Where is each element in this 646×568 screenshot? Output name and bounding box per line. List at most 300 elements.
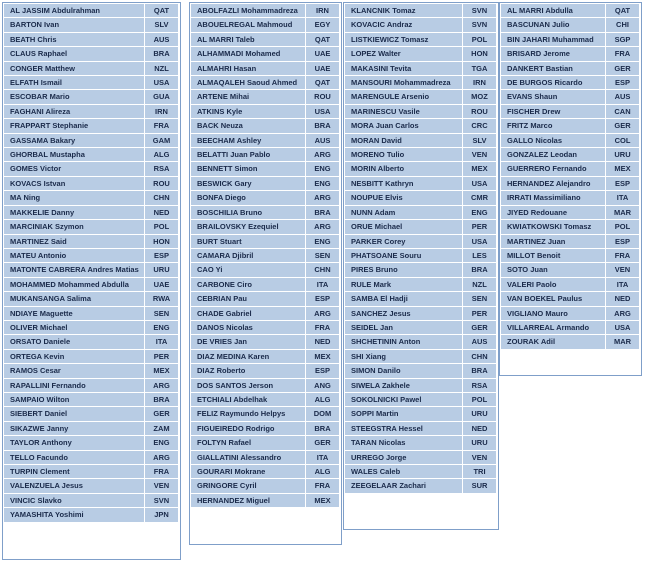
referee-name: ORTEGA Kevin (4, 349, 145, 363)
referee-name: MATEU Antonio (4, 248, 145, 262)
country-code: LES (463, 248, 497, 262)
country-code: QAT (145, 4, 179, 18)
referee-name: MORA Juan Carlos (345, 119, 463, 133)
referee-row (191, 306, 340, 320)
country-code: GUA (145, 90, 179, 104)
referee-name: YAMASHITA Yoshimi (4, 508, 145, 522)
referee-name: SOTO Juan (501, 263, 606, 277)
referee-name: NESBITT Kathryn (345, 176, 463, 190)
country-code: MEX (306, 493, 340, 507)
referee-name: ORUE Michael (345, 220, 463, 234)
referee-name: SIMON Danilo (345, 364, 463, 378)
referee-row (4, 220, 179, 234)
referee-row (345, 4, 497, 18)
referee-row (4, 421, 179, 435)
referee-name: GUERRERO Fernando (501, 162, 606, 176)
referee-name: PARKER Corey (345, 234, 463, 248)
referee-name: MAKKELIE Danny (4, 205, 145, 219)
referee-row (501, 18, 640, 32)
country-code: ITA (306, 277, 340, 291)
referee-name: MA Ning (4, 191, 145, 205)
referee-row (4, 493, 179, 507)
country-code: USA (463, 234, 497, 248)
country-code: USA (145, 76, 179, 90)
referee-name: BRISARD Jerome (501, 47, 606, 61)
country-code: UAE (145, 277, 179, 291)
country-code: ROU (463, 104, 497, 118)
referee-name: BELATTI Juan Pablo (191, 148, 306, 162)
referee-name: DIAZ MEDINA Karen (191, 349, 306, 363)
country-code: USA (306, 104, 340, 118)
referee-row (191, 378, 340, 392)
country-code: VEN (606, 263, 640, 277)
country-code: CRC (463, 119, 497, 133)
country-code: JPN (145, 508, 179, 522)
country-code: SLV (463, 133, 497, 147)
referee-row (4, 76, 179, 90)
referee-name: BARTON Ivan (4, 18, 145, 32)
referee-row (4, 277, 179, 291)
country-code: HON (145, 234, 179, 248)
referee-name: FRAPPART Stephanie (4, 119, 145, 133)
referee-row (501, 47, 640, 61)
country-code: ARG (606, 306, 640, 320)
referee-name: MARTINEZ Said (4, 234, 145, 248)
referee-name: CONGER Matthew (4, 61, 145, 75)
referee-name: SHCHETININ Anton (345, 335, 463, 349)
referee-row (191, 220, 340, 234)
referee-row (501, 32, 640, 46)
referee-row (191, 133, 340, 147)
country-code: POL (145, 220, 179, 234)
referee-name: CAMARA Djibril (191, 248, 306, 262)
referee-row (4, 162, 179, 176)
referee-name: MARINESCU Vasile (345, 104, 463, 118)
country-code: AUS (145, 32, 179, 46)
referee-row (345, 32, 497, 46)
referee-name: GIALLATINI Alessandro (191, 450, 306, 464)
referee-row (345, 148, 497, 162)
referee-row (4, 4, 179, 18)
referee-row (191, 421, 340, 435)
referee-name: GHORBAL Mustapha (4, 148, 145, 162)
referee-name: ABOUELREGAL Mahmoud (191, 18, 306, 32)
referee-row (345, 162, 497, 176)
country-code: CAN (606, 104, 640, 118)
country-code: URU (145, 263, 179, 277)
referee-row (345, 248, 497, 262)
referee-row (4, 378, 179, 392)
referee-name: WALES Caleb (345, 465, 463, 479)
referee-name: SOKOLNICKI Pawel (345, 392, 463, 406)
referee-row (501, 104, 640, 118)
referee-name: MORIN Alberto (345, 162, 463, 176)
referee-name: SANCHEZ Jesus (345, 306, 463, 320)
referee-name: ALMAQALEH Saoud Ahmed (191, 76, 306, 90)
referee-name: MARENGULE Arsenio (345, 90, 463, 104)
referee-row (345, 263, 497, 277)
referee-name: VIGLIANO Mauro (501, 306, 606, 320)
referee-name: LISTKIEWICZ Tomasz (345, 32, 463, 46)
country-code: ENG (306, 234, 340, 248)
referee-name: BIN JAHARI Muhammad (501, 32, 606, 46)
referee-name: FOLTYN Rafael (191, 436, 306, 450)
referee-row (501, 191, 640, 205)
referee-row (191, 349, 340, 363)
referee-row (4, 306, 179, 320)
referee-row (501, 335, 640, 349)
country-code: AUS (606, 90, 640, 104)
referee-row (191, 465, 340, 479)
referee-name: KLANCNIK Tomaz (345, 4, 463, 18)
country-code: NZL (145, 61, 179, 75)
country-code: ANG (306, 378, 340, 392)
referee-row (501, 205, 640, 219)
referee-row (4, 450, 179, 464)
referee-name: BOSCHILIA Bruno (191, 205, 306, 219)
referee-name: GOURARI Mokrane (191, 465, 306, 479)
country-code: SUR (463, 479, 497, 493)
referee-name: LOPEZ Walter (345, 47, 463, 61)
country-code: IRN (145, 104, 179, 118)
referee-row (345, 306, 497, 320)
country-code: SVN (463, 18, 497, 32)
country-code: MAR (606, 335, 640, 349)
referee-name: MAKASINI Tevita (345, 61, 463, 75)
country-code: ESP (306, 292, 340, 306)
referee-name: MATONTE CABRERA Andres Matias (4, 263, 145, 277)
referee-row (501, 176, 640, 190)
country-code: NED (463, 421, 497, 435)
referee-name: VALERI Paolo (501, 277, 606, 291)
country-code: PER (463, 306, 497, 320)
referee-name: MORENO Tulio (345, 148, 463, 162)
country-code: PER (145, 349, 179, 363)
country-code: BRA (463, 263, 497, 277)
referee-name: RAMOS Cesar (4, 364, 145, 378)
referee-row (501, 292, 640, 306)
referee-name: TARAN Nicolas (345, 436, 463, 450)
country-code: MAR (606, 205, 640, 219)
referee-row (4, 364, 179, 378)
referee-name: PHATSOANE Souru (345, 248, 463, 262)
referee-row (4, 392, 179, 406)
referee-row (191, 90, 340, 104)
country-code: USA (606, 320, 640, 334)
referee-name: ARTENE Mihai (191, 90, 306, 104)
country-code: ESP (606, 76, 640, 90)
referee-row (191, 277, 340, 291)
referee-column-2 (190, 3, 340, 508)
referee-name: OLIVER Michael (4, 320, 145, 334)
referee-row (501, 119, 640, 133)
country-code: ALG (306, 465, 340, 479)
country-code: SEN (463, 292, 497, 306)
referee-name: MILLOT Benoit (501, 248, 606, 262)
country-code: ITA (306, 450, 340, 464)
referee-row (191, 436, 340, 450)
referee-name: SAMBA El Hadji (345, 292, 463, 306)
referee-name: DOS SANTOS Jerson (191, 378, 306, 392)
country-code: ESP (606, 234, 640, 248)
referee-row (501, 133, 640, 147)
country-code: GER (606, 119, 640, 133)
country-code: ROU (145, 176, 179, 190)
country-code: ALG (145, 148, 179, 162)
referee-name: CARBONE Ciro (191, 277, 306, 291)
referee-row (4, 61, 179, 75)
referee-row (4, 90, 179, 104)
referee-row (4, 119, 179, 133)
referee-row (501, 4, 640, 18)
referee-name: TURPIN Clement (4, 465, 145, 479)
referee-name: NOUPUE Elvis (345, 191, 463, 205)
country-code: MEX (145, 364, 179, 378)
referee-row (191, 248, 340, 262)
referee-row (191, 162, 340, 176)
referee-row (4, 292, 179, 306)
country-code: EGY (306, 18, 340, 32)
referee-name: BASCUNAN Julio (501, 18, 606, 32)
referee-row (501, 90, 640, 104)
referee-name: DANKERT Bastian (501, 61, 606, 75)
referee-row (191, 335, 340, 349)
referee-name: MARTINEZ Juan (501, 234, 606, 248)
country-code: URU (463, 407, 497, 421)
country-code: IRN (463, 76, 497, 90)
referee-row (345, 450, 497, 464)
country-code: RSA (145, 162, 179, 176)
referee-row (345, 234, 497, 248)
referee-row (191, 479, 340, 493)
referee-column-3 (344, 3, 497, 494)
referee-name: BRAILOVSKY Ezequiel (191, 220, 306, 234)
referee-row (4, 407, 179, 421)
referee-name: DE VRIES Jan (191, 335, 306, 349)
referee-name: GOMES Victor (4, 162, 145, 176)
referee-row (4, 32, 179, 46)
country-code: SEN (306, 248, 340, 262)
country-code: NZL (463, 277, 497, 291)
referee-row (345, 47, 497, 61)
country-code: ARG (306, 306, 340, 320)
country-code: FRA (306, 320, 340, 334)
referee-name: FIGUEIREDO Rodrigo (191, 421, 306, 435)
referee-row (4, 508, 179, 522)
referee-row (501, 76, 640, 90)
referee-name: FRITZ Marco (501, 119, 606, 133)
referee-name: MARCINIAK Szymon (4, 220, 145, 234)
referee-name: KWIATKOWSKI Tomasz (501, 220, 606, 234)
country-code: NED (606, 292, 640, 306)
referee-row (191, 450, 340, 464)
referee-name: MORAN David (345, 133, 463, 147)
country-code: BRA (306, 205, 340, 219)
referee-name: VINCIC Slavko (4, 493, 145, 507)
country-code: FRA (606, 47, 640, 61)
referee-row (345, 465, 497, 479)
country-code: DOM (306, 407, 340, 421)
country-code: ITA (145, 335, 179, 349)
referee-row (345, 392, 497, 406)
referee-name: DANOS Nicolas (191, 320, 306, 334)
referee-name: PIRES Bruno (345, 263, 463, 277)
referee-name: TAYLOR Anthony (4, 436, 145, 450)
country-code: HON (463, 47, 497, 61)
referee-row (4, 479, 179, 493)
country-code: SVN (463, 4, 497, 18)
referee-name: HERNANDEZ Miguel (191, 493, 306, 507)
referee-row (4, 263, 179, 277)
referee-name: BESWICK Gary (191, 176, 306, 190)
referee-row (191, 4, 340, 18)
country-code: ARG (145, 378, 179, 392)
referee-row (191, 205, 340, 219)
referee-row (4, 47, 179, 61)
country-code: CHI (606, 18, 640, 32)
referee-row (501, 320, 640, 334)
referee-name: DE BURGOS Ricardo (501, 76, 606, 90)
referee-name: EVANS Shaun (501, 90, 606, 104)
country-code: BRA (306, 119, 340, 133)
country-code: ESP (306, 364, 340, 378)
referee-row (345, 277, 497, 291)
referee-row (345, 349, 497, 363)
referee-name: BEATH Chris (4, 32, 145, 46)
referee-row (4, 148, 179, 162)
referee-row (501, 220, 640, 234)
country-code: MEX (306, 349, 340, 363)
country-code: FRA (145, 465, 179, 479)
referee-row (191, 61, 340, 75)
referee-name: VAN BOEKEL Paulus (501, 292, 606, 306)
country-code: SEN (145, 306, 179, 320)
country-code: URU (606, 148, 640, 162)
referee-name: GONZALEZ Leodan (501, 148, 606, 162)
referee-name: KOVACIC Andraz (345, 18, 463, 32)
referee-row (191, 18, 340, 32)
country-code: ZAM (145, 421, 179, 435)
referee-name: ESCOBAR Mario (4, 90, 145, 104)
country-code: BRA (306, 421, 340, 435)
country-code: VEN (463, 450, 497, 464)
referee-row (4, 176, 179, 190)
country-code: BRA (145, 392, 179, 406)
referee-name: VALENZUELA Jesus (4, 479, 145, 493)
country-code: GAM (145, 133, 179, 147)
country-code: TGA (463, 61, 497, 75)
referee-row (345, 61, 497, 75)
country-code: IRN (306, 4, 340, 18)
country-code: CHN (463, 349, 497, 363)
country-code: ITA (606, 191, 640, 205)
referee-row (4, 234, 179, 248)
referee-row (345, 292, 497, 306)
referee-row (501, 61, 640, 75)
referee-row (191, 191, 340, 205)
referee-row (191, 292, 340, 306)
referee-row (4, 191, 179, 205)
country-code: ARG (306, 148, 340, 162)
country-code: RSA (463, 378, 497, 392)
country-code: AUS (463, 335, 497, 349)
referee-name: NDIAYE Maguette (4, 306, 145, 320)
referee-name: SIKAZWE Janny (4, 421, 145, 435)
country-code: BRA (145, 47, 179, 61)
country-code: CHN (306, 263, 340, 277)
referee-name: ABOLFAZLI Mohammadreza (191, 4, 306, 18)
referee-name: BONFA Diego (191, 191, 306, 205)
country-code: ARG (306, 191, 340, 205)
referee-row (4, 104, 179, 118)
referee-name: AL MARRI Taleb (191, 32, 306, 46)
referee-name: MUKANSANGA Salima (4, 292, 145, 306)
referee-row (345, 220, 497, 234)
country-code: POL (606, 220, 640, 234)
country-code: QAT (306, 76, 340, 90)
referee-name: ALHAMMADI Mohamed (191, 47, 306, 61)
referee-name: CHADE Gabriel (191, 306, 306, 320)
referee-row (4, 248, 179, 262)
country-code: TRI (463, 465, 497, 479)
referee-name: SHI Xiang (345, 349, 463, 363)
referee-name: SOPPI Martin (345, 407, 463, 421)
referee-row (4, 205, 179, 219)
country-code: POL (463, 392, 497, 406)
referee-name: JIYED Redouane (501, 205, 606, 219)
referee-row (501, 162, 640, 176)
referee-row (345, 104, 497, 118)
country-code: SVN (145, 493, 179, 507)
country-code: GER (145, 407, 179, 421)
country-code: ROU (306, 90, 340, 104)
country-code: VEN (463, 148, 497, 162)
country-code: SGP (606, 32, 640, 46)
country-code: RWA (145, 292, 179, 306)
referee-row (4, 349, 179, 363)
referee-name: SAMPAIO Wilton (4, 392, 145, 406)
referee-row (501, 263, 640, 277)
referee-name: BACK Neuza (191, 119, 306, 133)
referee-name: BENNETT Simon (191, 162, 306, 176)
referee-row (345, 378, 497, 392)
country-code: GER (463, 320, 497, 334)
referee-name: MOHAMMED Mohammed Abdulla (4, 277, 145, 291)
referee-name: ELFATH Ismail (4, 76, 145, 90)
referee-row (345, 18, 497, 32)
country-code: POL (463, 32, 497, 46)
referee-name: RAPALLINI Fernando (4, 378, 145, 392)
referee-row (191, 119, 340, 133)
country-code: UAE (306, 61, 340, 75)
referee-row (191, 364, 340, 378)
referee-row (345, 90, 497, 104)
country-code: FRA (306, 479, 340, 493)
referee-row (191, 76, 340, 90)
country-code: QAT (306, 32, 340, 46)
referee-name: STEEGSTRA Hessel (345, 421, 463, 435)
country-code: GER (606, 61, 640, 75)
country-code: ESP (145, 248, 179, 262)
referee-row (345, 133, 497, 147)
referee-row (501, 277, 640, 291)
country-code: URU (463, 436, 497, 450)
country-code: ENG (306, 162, 340, 176)
referee-name: FISCHER Drew (501, 104, 606, 118)
referee-row (191, 148, 340, 162)
referee-row (191, 320, 340, 334)
country-code: ALG (306, 392, 340, 406)
